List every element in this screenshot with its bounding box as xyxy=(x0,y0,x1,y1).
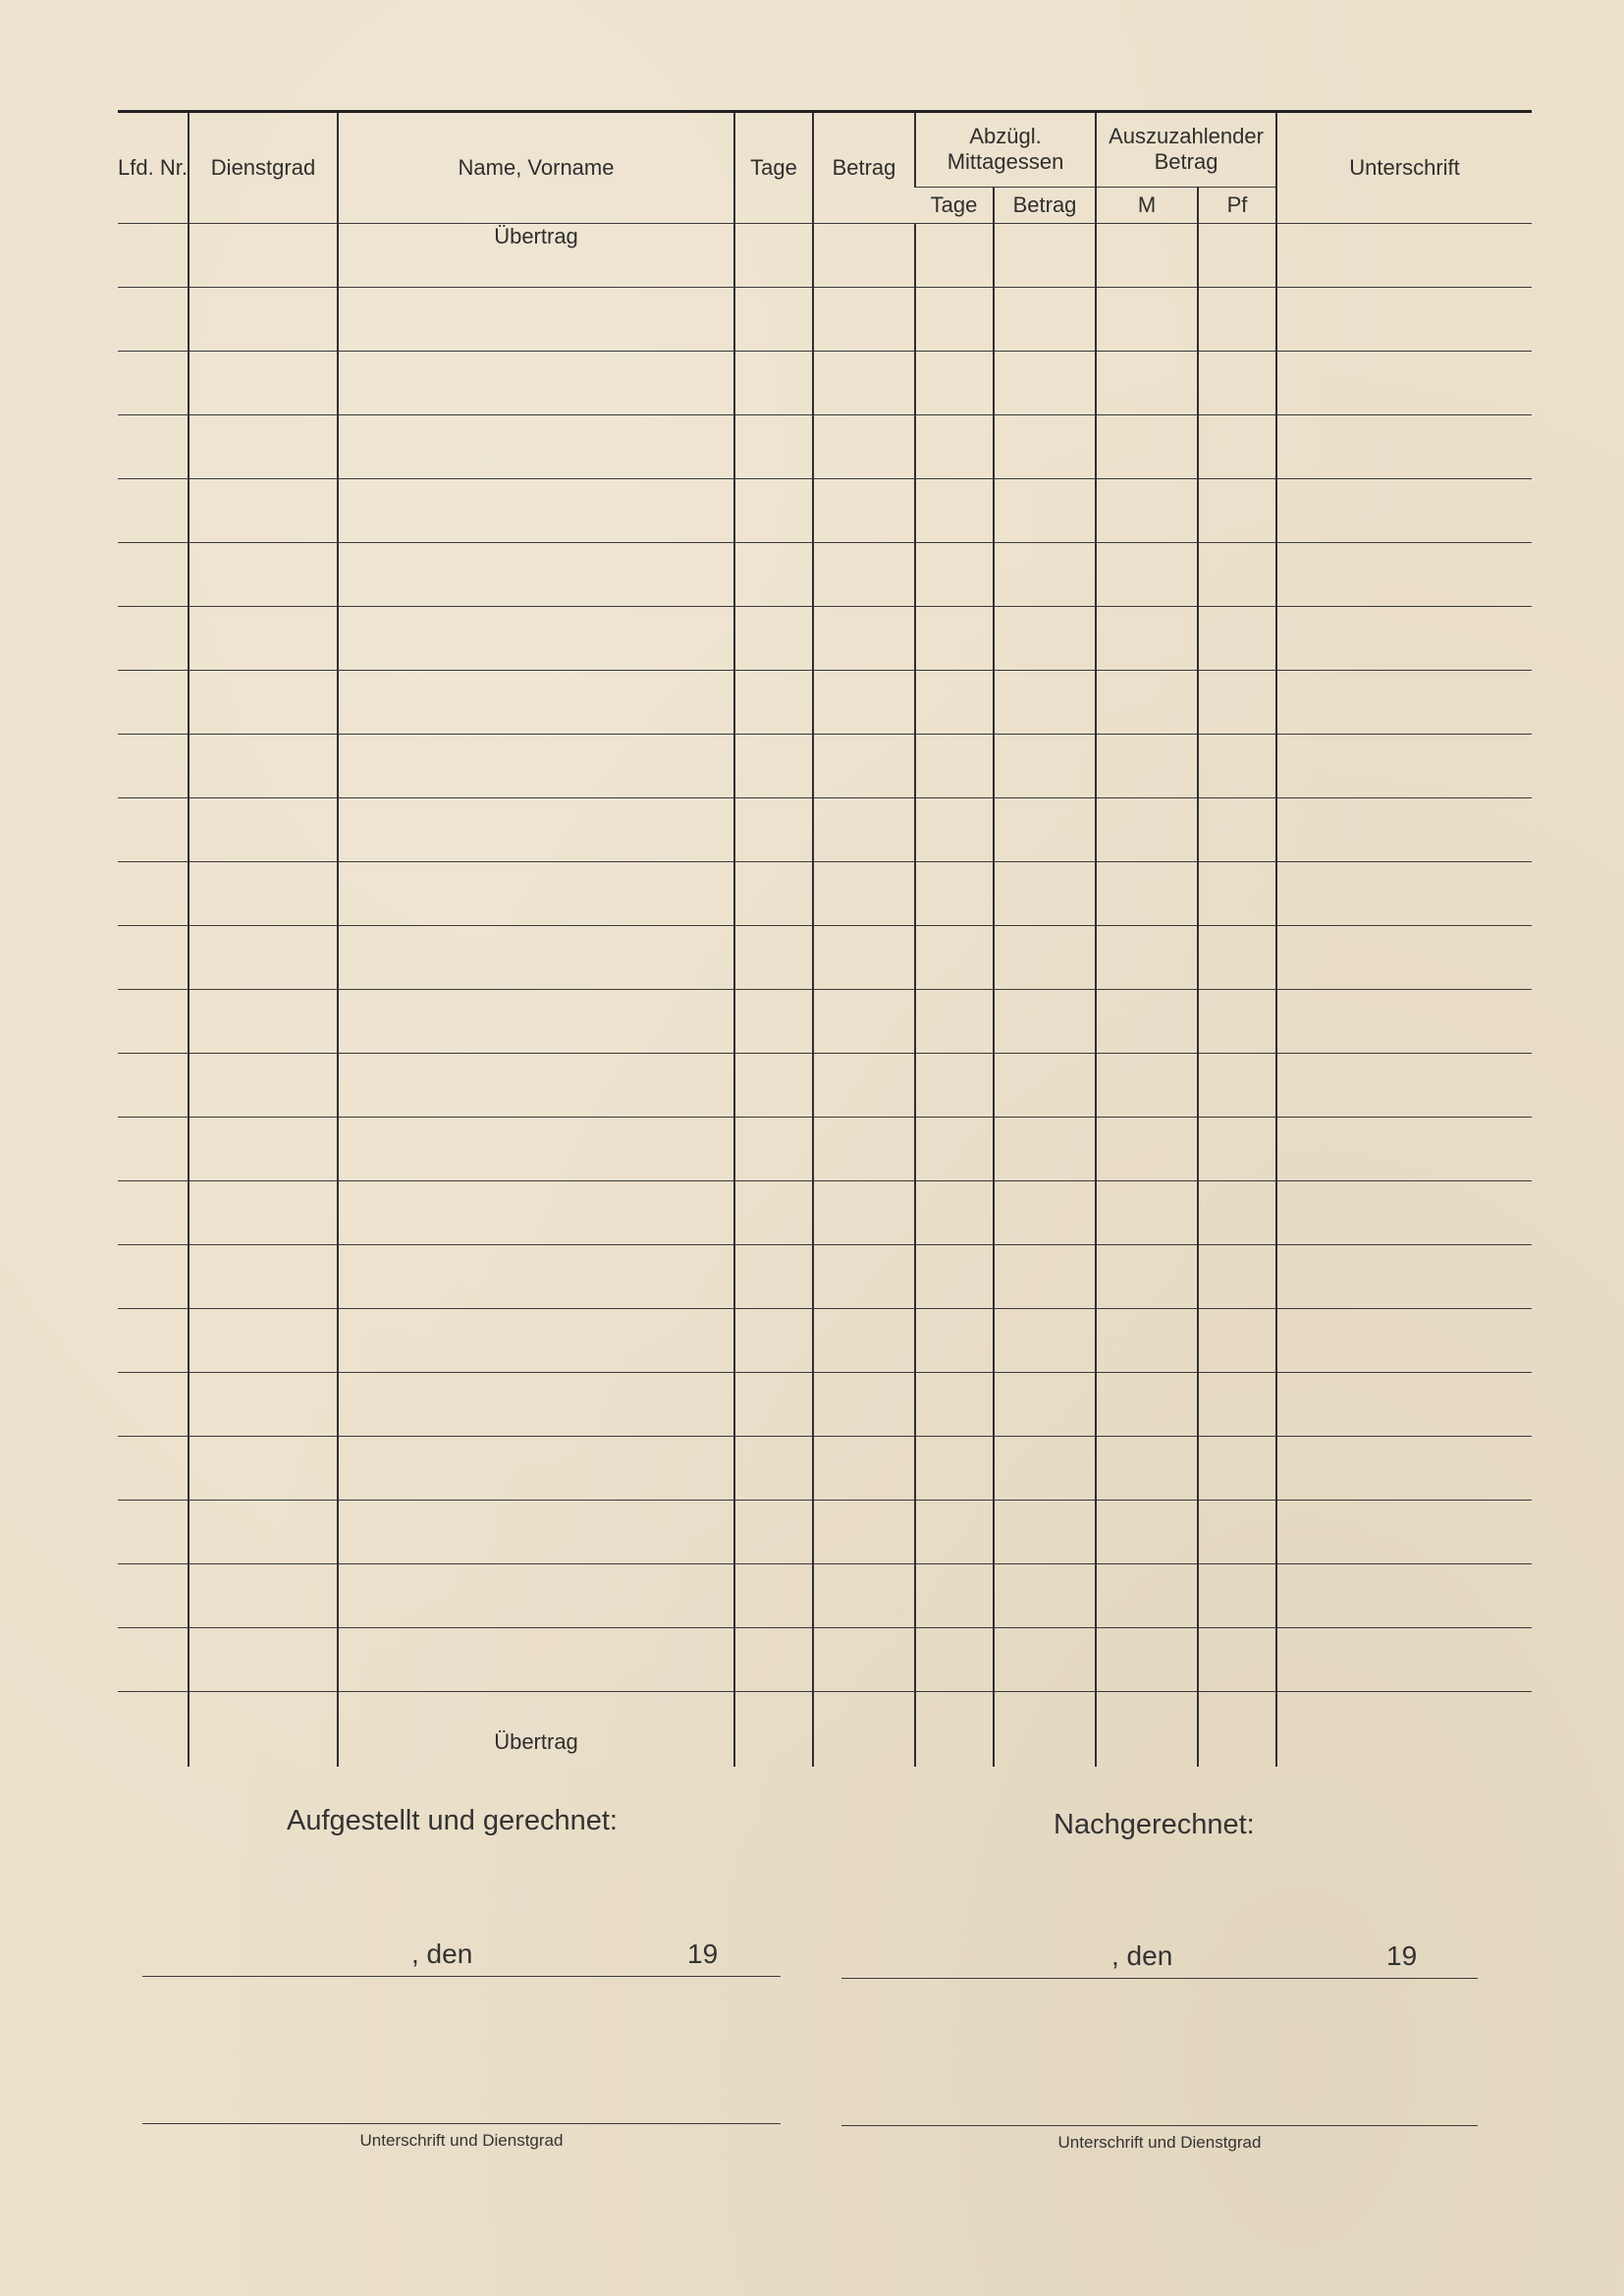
cell[interactable] xyxy=(994,288,1096,352)
cell[interactable] xyxy=(118,926,189,990)
cell[interactable] xyxy=(118,1628,189,1692)
cell[interactable] xyxy=(338,990,734,1054)
cell[interactable] xyxy=(734,1373,813,1437)
cell[interactable] xyxy=(338,1181,734,1245)
header-auszuzahlen-pf: Pf xyxy=(1198,187,1276,223)
cell[interactable] xyxy=(118,415,189,479)
cell[interactable] xyxy=(338,415,734,479)
cell[interactable] xyxy=(189,1245,338,1309)
cell[interactable] xyxy=(1096,224,1198,288)
cell[interactable] xyxy=(189,1181,338,1245)
left-date-line[interactable] xyxy=(142,1937,781,1977)
table-row xyxy=(118,862,1532,926)
cell[interactable] xyxy=(994,352,1096,415)
cell[interactable] xyxy=(338,607,734,671)
cell[interactable] xyxy=(118,1245,189,1309)
cell[interactable] xyxy=(813,1373,915,1437)
cell[interactable] xyxy=(1096,862,1198,926)
cell[interactable] xyxy=(338,671,734,735)
cell[interactable] xyxy=(994,1628,1096,1692)
cell[interactable] xyxy=(1096,1564,1198,1628)
cell[interactable] xyxy=(994,862,1096,926)
cell[interactable] xyxy=(813,224,915,288)
cell[interactable] xyxy=(994,798,1096,862)
cell[interactable] xyxy=(1096,1054,1198,1118)
cell[interactable] xyxy=(1276,543,1532,607)
cell[interactable] xyxy=(1198,543,1276,607)
cell[interactable] xyxy=(994,1564,1096,1628)
table-row xyxy=(118,671,1532,735)
cell[interactable] xyxy=(915,1564,994,1628)
cell[interactable] xyxy=(915,543,994,607)
cell[interactable] xyxy=(915,415,994,479)
cell[interactable] xyxy=(994,1181,1096,1245)
right-year-label: 19 xyxy=(1386,1941,1418,1971)
cell[interactable] xyxy=(1276,479,1532,543)
cell[interactable] xyxy=(1198,607,1276,671)
cell[interactable] xyxy=(813,1564,915,1628)
cell[interactable] xyxy=(118,1564,189,1628)
cell[interactable] xyxy=(338,735,734,798)
cell[interactable] xyxy=(1096,1437,1198,1501)
cell[interactable] xyxy=(1276,1501,1532,1564)
left-year-label: 19 xyxy=(687,1939,719,1969)
cell[interactable] xyxy=(734,990,813,1054)
cell[interactable] xyxy=(1198,798,1276,862)
cell[interactable] xyxy=(813,926,915,990)
cell[interactable] xyxy=(915,1118,994,1181)
cell[interactable] xyxy=(1198,1564,1276,1628)
header-abzuegl-tage: Tage xyxy=(915,187,994,223)
cell[interactable] xyxy=(994,1118,1096,1181)
cell[interactable] xyxy=(734,1628,813,1692)
cell[interactable] xyxy=(338,862,734,926)
cell[interactable] xyxy=(813,1118,915,1181)
cell[interactable] xyxy=(118,224,189,288)
cell[interactable] xyxy=(1096,543,1198,607)
cell[interactable] xyxy=(915,1373,994,1437)
cell[interactable] xyxy=(338,1245,734,1309)
cell[interactable] xyxy=(189,1692,338,1768)
cell[interactable] xyxy=(1276,990,1532,1054)
cell[interactable] xyxy=(915,735,994,798)
left-signature-line[interactable] xyxy=(142,2123,781,2124)
cell[interactable] xyxy=(189,1118,338,1181)
cell[interactable] xyxy=(813,1628,915,1692)
cell[interactable] xyxy=(994,1054,1096,1118)
table-row xyxy=(118,479,1532,543)
cell[interactable] xyxy=(1096,1245,1198,1309)
header-auszuzahlender-betrag: Auszuzahlender Betrag xyxy=(1096,112,1276,188)
cell[interactable] xyxy=(1096,607,1198,671)
cell[interactable] xyxy=(338,798,734,862)
cell[interactable] xyxy=(118,288,189,352)
header-tage: Tage xyxy=(734,112,813,224)
cell[interactable] xyxy=(338,1309,734,1373)
table-row xyxy=(118,1373,1532,1437)
cell[interactable] xyxy=(189,735,338,798)
cell[interactable] xyxy=(118,1437,189,1501)
cell[interactable] xyxy=(734,671,813,735)
cell[interactable] xyxy=(915,1692,994,1768)
cell[interactable] xyxy=(915,1245,994,1309)
cell[interactable] xyxy=(118,862,189,926)
table-body xyxy=(118,224,1532,1768)
table-row xyxy=(118,1628,1532,1692)
cell[interactable] xyxy=(1276,607,1532,671)
cell[interactable] xyxy=(915,1309,994,1373)
cell[interactable] xyxy=(1198,479,1276,543)
cell[interactable] xyxy=(189,926,338,990)
cell[interactable] xyxy=(338,926,734,990)
cell[interactable] xyxy=(734,607,813,671)
right-den-label: , den xyxy=(1111,1941,1173,1971)
cell[interactable] xyxy=(1276,1309,1532,1373)
table-row xyxy=(118,543,1532,607)
cell[interactable] xyxy=(118,1309,189,1373)
cell[interactable] xyxy=(994,415,1096,479)
cell[interactable] xyxy=(915,288,994,352)
cell[interactable] xyxy=(1096,990,1198,1054)
cell[interactable] xyxy=(813,1245,915,1309)
cell[interactable] xyxy=(1198,926,1276,990)
cell[interactable] xyxy=(1096,352,1198,415)
cell[interactable] xyxy=(813,671,915,735)
cell[interactable] xyxy=(734,798,813,862)
cell[interactable] xyxy=(994,1373,1096,1437)
cell[interactable] xyxy=(1096,1118,1198,1181)
table-row xyxy=(118,1437,1532,1501)
cell[interactable] xyxy=(189,1437,338,1501)
cell[interactable] xyxy=(189,352,338,415)
left-title: Aufgestellt und gerechnet: xyxy=(287,1805,618,1836)
cell[interactable] xyxy=(189,1564,338,1628)
table-row xyxy=(118,926,1532,990)
uebertrag-label-top: Übertrag xyxy=(338,224,734,288)
cell[interactable] xyxy=(994,735,1096,798)
cell[interactable] xyxy=(915,224,994,288)
cell[interactable] xyxy=(1276,288,1532,352)
table-row xyxy=(118,1054,1532,1118)
cell[interactable] xyxy=(734,1501,813,1564)
header-betrag: Betrag xyxy=(813,112,915,224)
cell[interactable] xyxy=(915,352,994,415)
cell[interactable] xyxy=(813,607,915,671)
cell[interactable] xyxy=(1198,1373,1276,1437)
cell[interactable] xyxy=(915,990,994,1054)
cell[interactable] xyxy=(1276,735,1532,798)
cell[interactable] xyxy=(813,862,915,926)
cell[interactable] xyxy=(118,352,189,415)
cell[interactable] xyxy=(734,1309,813,1373)
header-name: Name, Vorname xyxy=(338,112,734,224)
table-row xyxy=(118,415,1532,479)
cell[interactable] xyxy=(915,1437,994,1501)
right-date-line[interactable] xyxy=(841,1939,1478,1979)
cell[interactable] xyxy=(813,1309,915,1373)
table-row xyxy=(118,1118,1532,1181)
cell[interactable] xyxy=(915,1054,994,1118)
cell[interactable] xyxy=(1096,1309,1198,1373)
cell[interactable] xyxy=(1096,1181,1198,1245)
table-row xyxy=(118,1564,1532,1628)
cell[interactable] xyxy=(118,735,189,798)
cell[interactable] xyxy=(1198,224,1276,288)
cell[interactable] xyxy=(734,1437,813,1501)
table-row xyxy=(118,990,1532,1054)
cell[interactable] xyxy=(1276,862,1532,926)
cell[interactable] xyxy=(338,1118,734,1181)
cell[interactable] xyxy=(1198,671,1276,735)
header-abzuegl-betrag: Betrag xyxy=(994,187,1096,223)
cell[interactable] xyxy=(1276,1692,1532,1768)
cell[interactable] xyxy=(338,1437,734,1501)
cell[interactable] xyxy=(915,862,994,926)
cell[interactable] xyxy=(1198,1628,1276,1692)
cell[interactable] xyxy=(813,543,915,607)
cell[interactable] xyxy=(118,671,189,735)
cell[interactable] xyxy=(734,1181,813,1245)
cell[interactable] xyxy=(813,1692,915,1768)
cell[interactable] xyxy=(118,1118,189,1181)
cell[interactable] xyxy=(1276,1118,1532,1181)
left-den-label: , den xyxy=(411,1939,473,1969)
cell[interactable] xyxy=(734,352,813,415)
cell[interactable] xyxy=(338,352,734,415)
cell[interactable] xyxy=(1276,1054,1532,1118)
cell[interactable] xyxy=(338,1628,734,1692)
cell[interactable] xyxy=(338,288,734,352)
table-row xyxy=(118,1309,1532,1373)
cell[interactable] xyxy=(734,415,813,479)
cell[interactable] xyxy=(1198,990,1276,1054)
cell[interactable] xyxy=(189,1054,338,1118)
cell[interactable] xyxy=(1276,1373,1532,1437)
table-row xyxy=(118,1245,1532,1309)
cell[interactable] xyxy=(338,1054,734,1118)
cell[interactable] xyxy=(1276,415,1532,479)
cell[interactable] xyxy=(189,1373,338,1437)
cell[interactable] xyxy=(118,1501,189,1564)
cell[interactable] xyxy=(1096,798,1198,862)
cell[interactable] xyxy=(189,1501,338,1564)
cell[interactable] xyxy=(994,543,1096,607)
table-row xyxy=(118,352,1532,415)
header-unterschrift: Unterschrift xyxy=(1276,112,1532,224)
cell[interactable] xyxy=(189,1309,338,1373)
cell[interactable] xyxy=(1198,862,1276,926)
cell[interactable] xyxy=(1096,479,1198,543)
cell[interactable] xyxy=(118,1181,189,1245)
cell[interactable] xyxy=(1276,1181,1532,1245)
cell[interactable] xyxy=(189,543,338,607)
table-row xyxy=(118,735,1532,798)
uebertrag-label-bottom: Übertrag xyxy=(338,1692,734,1768)
cell[interactable] xyxy=(813,990,915,1054)
right-title: Nachgerechnet: xyxy=(1054,1809,1255,1840)
cell[interactable] xyxy=(1198,1054,1276,1118)
cell[interactable] xyxy=(734,224,813,288)
cell[interactable] xyxy=(1198,288,1276,352)
cell[interactable] xyxy=(1198,352,1276,415)
cell[interactable] xyxy=(734,1692,813,1768)
cell[interactable] xyxy=(915,1501,994,1564)
cell[interactable] xyxy=(1198,1692,1276,1768)
cell[interactable] xyxy=(1198,1118,1276,1181)
cell[interactable] xyxy=(994,224,1096,288)
table-row xyxy=(118,1181,1532,1245)
cell[interactable] xyxy=(994,1692,1096,1768)
cell[interactable] xyxy=(1198,1309,1276,1373)
cell[interactable] xyxy=(813,735,915,798)
cell[interactable] xyxy=(1198,1181,1276,1245)
cell[interactable] xyxy=(118,1054,189,1118)
table-row-uebertrag-top xyxy=(118,224,1532,288)
table-row-uebertrag-bottom xyxy=(118,1692,1532,1768)
right-signature-caption: Unterschrift und Dienstgrad xyxy=(1057,2133,1262,2152)
cell[interactable] xyxy=(1198,1501,1276,1564)
payroll-table xyxy=(118,110,1532,1767)
cell[interactable] xyxy=(813,479,915,543)
cell[interactable] xyxy=(1096,1501,1198,1564)
cell[interactable] xyxy=(813,415,915,479)
cell[interactable] xyxy=(813,1501,915,1564)
cell[interactable] xyxy=(994,671,1096,735)
cell[interactable] xyxy=(994,479,1096,543)
cell[interactable] xyxy=(915,926,994,990)
cell[interactable] xyxy=(813,1181,915,1245)
cell[interactable] xyxy=(1096,926,1198,990)
cell[interactable] xyxy=(994,990,1096,1054)
cell[interactable] xyxy=(734,1118,813,1181)
cell[interactable] xyxy=(994,926,1096,990)
cell[interactable] xyxy=(915,1628,994,1692)
cell[interactable] xyxy=(1198,1245,1276,1309)
cell[interactable] xyxy=(1276,798,1532,862)
cell[interactable] xyxy=(1198,1437,1276,1501)
cell[interactable] xyxy=(118,543,189,607)
cell[interactable] xyxy=(118,479,189,543)
cell[interactable] xyxy=(1096,671,1198,735)
cell[interactable] xyxy=(189,415,338,479)
cell[interactable] xyxy=(994,1245,1096,1309)
cell[interactable] xyxy=(1276,352,1532,415)
header-dienstgrad: Dienstgrad xyxy=(189,112,338,224)
cell[interactable] xyxy=(1198,735,1276,798)
cell[interactable] xyxy=(915,671,994,735)
cell[interactable] xyxy=(189,862,338,926)
cell[interactable] xyxy=(813,352,915,415)
cell[interactable] xyxy=(813,1437,915,1501)
cell[interactable] xyxy=(994,1437,1096,1501)
table-row xyxy=(118,607,1532,671)
cell[interactable] xyxy=(734,288,813,352)
cell[interactable] xyxy=(915,1181,994,1245)
cell[interactable] xyxy=(1096,415,1198,479)
cell[interactable] xyxy=(1096,288,1198,352)
cell[interactable] xyxy=(189,479,338,543)
cell[interactable] xyxy=(118,607,189,671)
cell[interactable] xyxy=(189,990,338,1054)
header-auszuzahlen-m: M xyxy=(1096,187,1198,223)
cell[interactable] xyxy=(189,671,338,735)
cell[interactable] xyxy=(189,224,338,288)
cell[interactable] xyxy=(1276,671,1532,735)
cell[interactable] xyxy=(1276,926,1532,990)
cell[interactable] xyxy=(1276,1564,1532,1628)
cell[interactable] xyxy=(189,1628,338,1692)
cell[interactable] xyxy=(1198,415,1276,479)
header-lfd-nr: Lfd. Nr. xyxy=(118,112,189,224)
cell[interactable] xyxy=(1096,735,1198,798)
cell[interactable] xyxy=(734,862,813,926)
cell[interactable] xyxy=(1096,1373,1198,1437)
cell[interactable] xyxy=(338,479,734,543)
cell[interactable] xyxy=(813,1054,915,1118)
cell[interactable] xyxy=(734,926,813,990)
cell[interactable] xyxy=(994,1309,1096,1373)
cell[interactable] xyxy=(118,1373,189,1437)
cell[interactable] xyxy=(338,1373,734,1437)
header-abzuegl-mittagessen: Abzügl. Mittagessen xyxy=(915,112,1096,188)
cell[interactable] xyxy=(1276,1628,1532,1692)
cell[interactable] xyxy=(734,1564,813,1628)
cell[interactable] xyxy=(734,1054,813,1118)
cell[interactable] xyxy=(813,288,915,352)
cell[interactable] xyxy=(118,1692,189,1768)
left-signature-caption: Unterschrift und Dienstgrad xyxy=(359,2131,564,2150)
table-row xyxy=(118,798,1532,862)
cell[interactable] xyxy=(734,543,813,607)
cell[interactable] xyxy=(118,990,189,1054)
cell[interactable] xyxy=(338,1564,734,1628)
cell[interactable] xyxy=(734,479,813,543)
cell[interactable] xyxy=(1096,1628,1198,1692)
cell[interactable] xyxy=(338,543,734,607)
cell[interactable] xyxy=(118,798,189,862)
table-row xyxy=(118,288,1532,352)
right-signature-line[interactable] xyxy=(841,2125,1478,2126)
cell[interactable] xyxy=(994,1501,1096,1564)
cell[interactable] xyxy=(915,607,994,671)
cell[interactable] xyxy=(813,798,915,862)
cell[interactable] xyxy=(189,798,338,862)
cell[interactable] xyxy=(1276,1245,1532,1309)
cell[interactable] xyxy=(189,288,338,352)
cell[interactable] xyxy=(915,479,994,543)
cell[interactable] xyxy=(338,1501,734,1564)
table-row xyxy=(118,1501,1532,1564)
cell[interactable] xyxy=(1096,1692,1198,1768)
cell[interactable] xyxy=(189,607,338,671)
cell[interactable] xyxy=(994,607,1096,671)
cell[interactable] xyxy=(734,735,813,798)
cell[interactable] xyxy=(915,798,994,862)
cell[interactable] xyxy=(734,1245,813,1309)
cell[interactable] xyxy=(1276,224,1532,288)
cell[interactable] xyxy=(1276,1437,1532,1501)
